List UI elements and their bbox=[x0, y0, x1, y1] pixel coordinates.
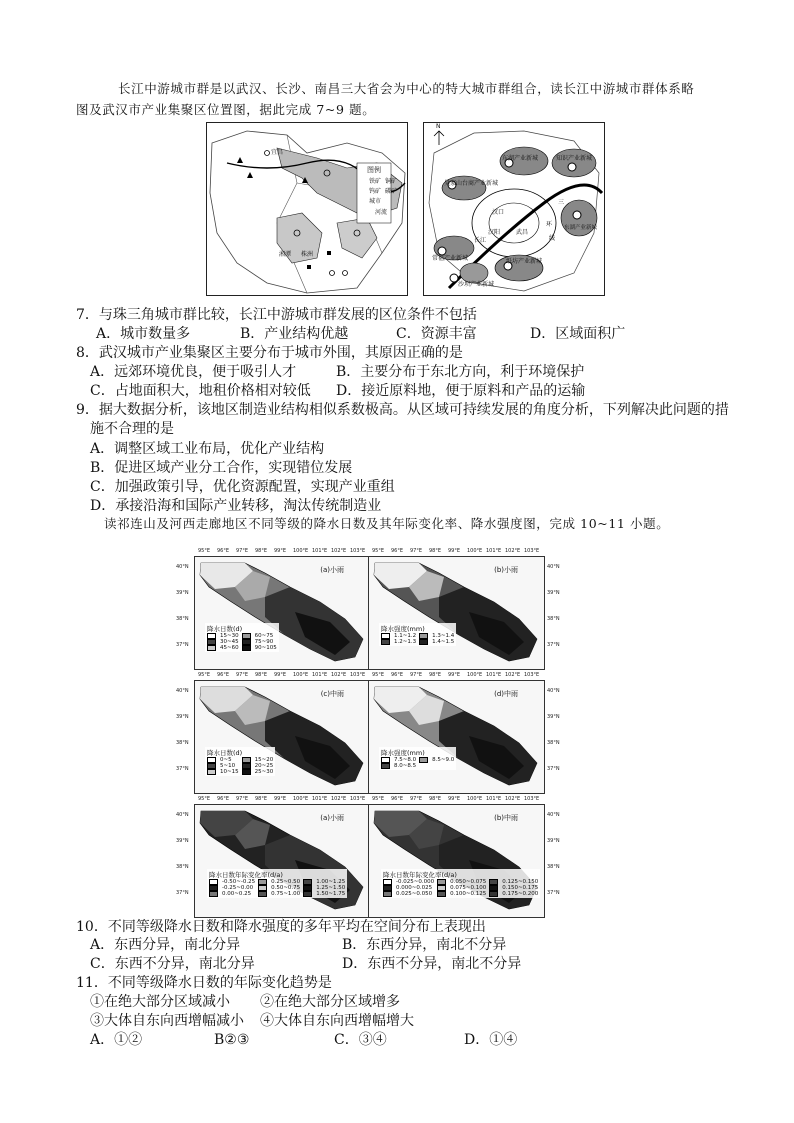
axis-lon-label: 98°E bbox=[429, 796, 442, 802]
map1-legend-phosphate: 磷矿 bbox=[385, 188, 398, 195]
axis-lon-label: 103°E bbox=[524, 796, 540, 802]
precip-panel-2 bbox=[368, 556, 545, 670]
q11-item-1: ①在绝大部分区域减小 bbox=[90, 994, 230, 1010]
precip-panel-6 bbox=[368, 804, 545, 918]
legend-label: 0.75~1.00 bbox=[271, 891, 301, 897]
legend-label: 45~60 bbox=[220, 645, 239, 651]
axis-lat-label: 40°N bbox=[547, 812, 560, 818]
axis-lon-label: 102°E bbox=[505, 548, 521, 554]
legend-label: 0.125~0.150 bbox=[502, 879, 539, 885]
axis-lat-label: 38°N bbox=[547, 740, 560, 746]
q11-options bbox=[90, 1031, 740, 1050]
q8-options-row1 bbox=[90, 363, 750, 382]
legend-title: 降水日数年际变化率(d/a) bbox=[209, 871, 283, 879]
legend-title: 降水强度(mm) bbox=[381, 749, 425, 757]
axis-lat-label: 39°N bbox=[547, 838, 560, 844]
axis-lon-label: 103°E bbox=[524, 672, 540, 678]
precip-panel-legend bbox=[205, 747, 275, 776]
legend-swatch bbox=[303, 891, 312, 897]
axis-lon-label: 100°E bbox=[467, 672, 483, 678]
map2-label-shaba: 沙坝产业新城 bbox=[458, 281, 495, 288]
legend-swatch bbox=[489, 891, 498, 897]
legend-label: 0.025~0.050 bbox=[396, 891, 433, 897]
axis-lon-label: 102°E bbox=[331, 672, 347, 678]
legend-label: 0.25~0.50 bbox=[271, 879, 301, 885]
legend-label: 1.1~1.2 bbox=[394, 633, 417, 639]
precip-panel-title: (a)小雨 bbox=[320, 566, 344, 574]
precip-panel-title: (d)中雨 bbox=[494, 690, 518, 698]
q7-option-c[interactable]: C．资源丰富 bbox=[396, 326, 477, 342]
q11-stem: 11．不同等级降水日数的年际变化趋势是 bbox=[76, 975, 332, 991]
legend-item bbox=[381, 763, 416, 769]
q7-option-d[interactable]: D．区域面积广 bbox=[530, 326, 626, 342]
axis-lon-label: 101°E bbox=[312, 672, 328, 678]
legend-label: 0.000~0.025 bbox=[396, 885, 433, 891]
legend-label: 1.3~1.4 bbox=[432, 633, 455, 639]
axis-lon-label: 99°E bbox=[448, 796, 461, 802]
q10-options-row1 bbox=[90, 936, 740, 955]
axis-lat-label: 39°N bbox=[176, 590, 189, 596]
legend-label: 8.5~9.0 bbox=[432, 757, 455, 763]
intro-7-9-line2: 图及武汉市产业集聚区位置图，据此完成 7~9 题。 bbox=[76, 102, 376, 117]
legend-label: 75~90 bbox=[254, 639, 274, 645]
legend-item bbox=[489, 891, 538, 897]
map1-legend-river: 河流 bbox=[375, 209, 388, 216]
axis-lon-label: 99°E bbox=[274, 796, 287, 802]
map2-label-zhifang: 纸坊产业新城 bbox=[506, 258, 543, 265]
legend-swatch bbox=[381, 639, 390, 645]
q11-item-2: ②在绝大部分区域增多 bbox=[260, 994, 400, 1010]
map2-compass: N bbox=[436, 123, 441, 130]
axis-lon-label: 102°E bbox=[505, 672, 521, 678]
q7-options bbox=[96, 325, 746, 344]
axis-lat-label: 38°N bbox=[176, 616, 189, 622]
precip-panel-1 bbox=[194, 556, 371, 670]
map2-label-hankou: 汉口 bbox=[492, 209, 505, 216]
legend-item bbox=[437, 891, 486, 897]
axis-lon-label: 97°E bbox=[410, 548, 423, 554]
legend-title: 降水日数(d) bbox=[207, 625, 243, 633]
axis-lat-label: 37°N bbox=[547, 890, 560, 896]
legend-label: 1.4~1.5 bbox=[432, 639, 455, 645]
legend-item bbox=[242, 769, 274, 775]
legend-item bbox=[207, 769, 239, 775]
q11-option-b[interactable]: B②③ bbox=[214, 1032, 250, 1048]
q9-option-b[interactable]: B．促进区域产业分工合作，实现错位发展 bbox=[90, 460, 353, 476]
axis-lon-label: 100°E bbox=[467, 548, 483, 554]
precip-panel-title: (b)小雨 bbox=[494, 566, 518, 574]
q9-option-d[interactable]: D．承接沿海和国际产业转移，淘汰传统制造业 bbox=[90, 498, 382, 514]
precip-panel-legend bbox=[379, 623, 456, 646]
map1-label-zhuzhou: 株洲 bbox=[301, 251, 314, 258]
q11-item-3: ③大体自东向西增幅减小 bbox=[90, 1013, 244, 1029]
axis-lat-label: 40°N bbox=[547, 688, 560, 694]
axis-lat-label: 38°N bbox=[547, 616, 560, 622]
axis-lon-label: 96°E bbox=[217, 796, 230, 802]
q9-option-c[interactable]: C．加强政策引导，优化资源配置，实现产业重组 bbox=[90, 479, 395, 495]
axis-lat-label: 37°N bbox=[547, 642, 560, 648]
q8-option-c[interactable]: C．占地面积大，地租价格相对较低 bbox=[90, 383, 311, 399]
precip-panel-5 bbox=[194, 804, 371, 918]
q11-option-c[interactable]: C．③④ bbox=[334, 1032, 387, 1048]
map2-label-changfu: 常福产业新城 bbox=[432, 255, 469, 262]
legend-label: 15~20 bbox=[254, 757, 274, 763]
axis-lon-label: 99°E bbox=[274, 672, 287, 678]
legend-swatch bbox=[207, 769, 216, 775]
map1-label-yichang: 宜昌 bbox=[271, 149, 284, 156]
axis-lon-label: 96°E bbox=[391, 548, 404, 554]
axis-lon-label: 103°E bbox=[350, 548, 366, 554]
wuhan-industry-map bbox=[423, 122, 605, 296]
q11-items-row1 bbox=[90, 993, 740, 1012]
axis-lon-label: 102°E bbox=[331, 796, 347, 802]
legend-label: 20~25 bbox=[254, 763, 274, 769]
map1-legend-copper: 铜矿 bbox=[385, 178, 398, 185]
map2-label-hanyang: 汉阳 bbox=[488, 229, 501, 236]
axis-lon-label: 96°E bbox=[391, 672, 404, 678]
q8-option-a[interactable]: A．远郊环境优良，便于吸引人才 bbox=[90, 364, 297, 380]
legend-swatch bbox=[258, 891, 267, 897]
q11-option-d[interactable]: D．①④ bbox=[464, 1032, 518, 1048]
axis-lon-label: 100°E bbox=[293, 672, 309, 678]
legend-label: 0.00~0.25 bbox=[222, 891, 252, 897]
axis-lon-label: 97°E bbox=[236, 796, 249, 802]
axis-lon-label: 97°E bbox=[236, 672, 249, 678]
axis-lat-label: 40°N bbox=[176, 812, 189, 818]
axis-lon-label: 103°E bbox=[350, 672, 366, 678]
legend-item bbox=[383, 891, 434, 897]
legend-swatch bbox=[209, 891, 218, 897]
wuhan-industry-map-drawing bbox=[424, 123, 604, 295]
precip-panel-legend bbox=[207, 869, 347, 898]
axis-lon-label: 100°E bbox=[293, 796, 309, 802]
q10-option-a[interactable]: A．东西分异，南北分异 bbox=[90, 937, 241, 953]
legend-label: 90~105 bbox=[254, 645, 277, 651]
q10-options-row2 bbox=[90, 955, 740, 974]
q9-stem-line2: 施不合理的是 bbox=[90, 421, 174, 437]
legend-label: 0.50~0.75 bbox=[271, 885, 301, 891]
axis-lon-label: 102°E bbox=[505, 796, 521, 802]
axis-lon-label: 101°E bbox=[312, 548, 328, 554]
axis-lon-label: 98°E bbox=[255, 796, 268, 802]
map1-legend-title: 图例 bbox=[367, 166, 381, 174]
axis-lat-label: 37°N bbox=[176, 642, 189, 648]
legend-item bbox=[303, 891, 345, 897]
map1-legend-iron: 铁矿 bbox=[369, 178, 382, 185]
legend-label: -0.025~0.000 bbox=[396, 879, 435, 885]
axis-lon-label: 98°E bbox=[255, 672, 268, 678]
axis-lat-label: 38°N bbox=[176, 864, 189, 870]
legend-label: 0.175~0.200 bbox=[502, 891, 539, 897]
intro-10-11: 读祁连山及河西走廊地区不同等级的降水日数及其年际变化率、降水强度图，完成 10~11 小题。 bbox=[104, 516, 670, 531]
intro-line-1: 长江中游城市群是以武汉、长沙、南昌三大省会为中心的特大城市群组合，读长江中游城市群体系略 bbox=[118, 81, 695, 96]
legend-item bbox=[381, 639, 416, 645]
axis-lon-label: 102°E bbox=[331, 548, 347, 554]
legend-label: -0.25~0.00 bbox=[222, 885, 254, 891]
axis-lon-label: 95°E bbox=[198, 672, 211, 678]
legend-item bbox=[419, 757, 454, 763]
axis-lat-label: 39°N bbox=[547, 590, 560, 596]
precip-panel-legend bbox=[379, 747, 456, 770]
axis-lon-label: 95°E bbox=[372, 672, 385, 678]
q8-option-d[interactable]: D．接近原料地，便于原料和产品的运输 bbox=[336, 383, 586, 399]
axis-lon-label: 95°E bbox=[372, 796, 385, 802]
axis-lon-label: 97°E bbox=[410, 796, 423, 802]
axis-lat-label: 37°N bbox=[176, 890, 189, 896]
axis-lon-label: 97°E bbox=[410, 672, 423, 678]
q7-stem: 7．与珠三角城市群比较，长江中游城市群发展的区位条件不包括 bbox=[76, 307, 477, 323]
legend-swatch bbox=[381, 763, 390, 769]
axis-lon-label: 103°E bbox=[350, 796, 366, 802]
legend-item bbox=[258, 891, 300, 897]
axis-lon-label: 98°E bbox=[429, 548, 442, 554]
axis-lon-label: 99°E bbox=[448, 672, 461, 678]
axis-lat-label: 37°N bbox=[547, 766, 560, 772]
axis-lon-label: 101°E bbox=[486, 796, 502, 802]
legend-label: -0.50~-0.25 bbox=[222, 879, 256, 885]
legend-title: 降水日数年际变化率(d/a) bbox=[383, 871, 457, 879]
q10-option-d[interactable]: D．东西不分异，南北不分异 bbox=[342, 956, 522, 972]
map2-label-wujiashan: 吴家山台商产业新城 bbox=[444, 180, 499, 187]
legend-swatch bbox=[207, 645, 216, 651]
legend-swatch bbox=[242, 769, 251, 775]
axis-lon-label: 95°E bbox=[198, 548, 211, 554]
legend-label: 25~30 bbox=[254, 769, 274, 775]
q7-option-b[interactable]: B．产业结构优越 bbox=[240, 326, 349, 342]
city-group-map bbox=[206, 122, 408, 296]
axis-lat-label: 40°N bbox=[176, 564, 189, 570]
legend-label: 60~75 bbox=[254, 633, 274, 639]
legend-label: 7.5~8.0 bbox=[394, 757, 417, 763]
legend-swatch bbox=[419, 639, 428, 645]
precip-panel-legend bbox=[205, 623, 279, 652]
map2-label-donghu2: 东湖产业新城 bbox=[564, 225, 598, 231]
q7-option-a[interactable]: A．城市数量多 bbox=[96, 326, 191, 342]
axis-lon-label: 100°E bbox=[293, 548, 309, 554]
axis-lon-label: 98°E bbox=[255, 548, 268, 554]
axis-lon-label: 99°E bbox=[274, 548, 287, 554]
axis-lat-label: 40°N bbox=[547, 564, 560, 570]
map2-label-san: 三 bbox=[558, 199, 565, 206]
legend-label: 0.075~0.100 bbox=[450, 885, 487, 891]
map2-label-xian: 线 bbox=[549, 235, 556, 242]
legend-label: 0.050~0.075 bbox=[450, 879, 487, 885]
map2-label-changjiang: 长江 bbox=[474, 237, 487, 244]
legend-swatch bbox=[419, 757, 428, 763]
axis-lat-label: 38°N bbox=[547, 864, 560, 870]
legend-label: 30~45 bbox=[220, 639, 239, 645]
legend-item bbox=[209, 891, 255, 897]
legend-item bbox=[207, 645, 239, 651]
precip-panel-4 bbox=[368, 680, 545, 794]
legend-label: 8.0~8.5 bbox=[394, 763, 417, 769]
q8-options-row2 bbox=[90, 382, 750, 401]
legend-item bbox=[242, 645, 277, 651]
map2-label-zhishi: 知识产业新城 bbox=[556, 155, 593, 162]
axis-lat-label: 40°N bbox=[176, 688, 189, 694]
map2-label-wuchang: 武昌 bbox=[516, 229, 529, 236]
precip-panel-title: (a)小雨 bbox=[320, 814, 344, 822]
legend-label: 0.100~0.125 bbox=[450, 891, 487, 897]
legend-label: 15~30 bbox=[220, 633, 239, 639]
precip-panel-3 bbox=[194, 680, 371, 794]
legend-swatch bbox=[242, 645, 251, 651]
axis-lat-label: 37°N bbox=[176, 766, 189, 772]
axis-lon-label: 96°E bbox=[217, 548, 230, 554]
legend-swatch bbox=[437, 891, 446, 897]
map2-label-huan: 环 bbox=[546, 221, 553, 228]
legend-label: 1.50~1.75 bbox=[316, 891, 346, 897]
axis-lon-label: 95°E bbox=[198, 796, 211, 802]
axis-lat-label: 39°N bbox=[176, 714, 189, 720]
axis-lat-label: 38°N bbox=[176, 740, 189, 746]
axis-lon-label: 100°E bbox=[467, 796, 483, 802]
precip-panel-legend bbox=[381, 869, 540, 898]
axis-lon-label: 101°E bbox=[312, 796, 328, 802]
map2-label-donghu: 东湖产业新城 bbox=[502, 155, 539, 162]
axis-lon-label: 101°E bbox=[486, 548, 502, 554]
legend-label: 0~5 bbox=[220, 757, 232, 763]
legend-title: 降水强度(mm) bbox=[381, 625, 425, 633]
precip-panel-title: (c)中雨 bbox=[320, 690, 344, 698]
q10-option-c[interactable]: C．东西不分异，南北分异 bbox=[90, 956, 255, 972]
q10-stem: 10．不同等级降水日数和降水强度的多年平均在空间分布上表现出 bbox=[76, 919, 486, 935]
axis-lon-label: 96°E bbox=[391, 796, 404, 802]
legend-label: 5~10 bbox=[220, 763, 236, 769]
axis-lon-label: 98°E bbox=[429, 672, 442, 678]
legend-title: 降水日数(d) bbox=[207, 749, 243, 757]
q11-item-4: ④大体自东向西增幅增大 bbox=[260, 1013, 414, 1029]
axis-lon-label: 101°E bbox=[486, 672, 502, 678]
legend-label: 10~15 bbox=[220, 769, 239, 775]
axis-lon-label: 103°E bbox=[524, 548, 540, 554]
axis-lon-label: 95°E bbox=[372, 548, 385, 554]
q9-option-a[interactable]: A．调整区域工业布局，优化产业结构 bbox=[90, 441, 325, 457]
intro-7-9 bbox=[118, 78, 758, 100]
axis-lon-label: 96°E bbox=[217, 672, 230, 678]
legend-label: 1.2~1.3 bbox=[394, 639, 417, 645]
q9-stem-line1: 9．据大数据分析，该地区制造业结构相似系数极高。从区域可持续发展的角度分析，下列解决此问题的措 bbox=[76, 402, 729, 418]
q10-option-b[interactable]: B．东西分异，南北不分异 bbox=[342, 937, 507, 953]
map1-legend-city: 城市 bbox=[369, 198, 382, 205]
q8-stem: 8．武汉城市产业集聚区主要分布于城市外围，其原因正确的是 bbox=[76, 345, 463, 361]
map1-legend-tungsten: 钨矿 bbox=[369, 188, 382, 195]
legend-label: 1.25~1.50 bbox=[316, 885, 346, 891]
q11-option-a[interactable]: A．①② bbox=[90, 1032, 143, 1048]
precip-panel-title: (b)中雨 bbox=[494, 814, 518, 822]
legend-label: 1.00~1.25 bbox=[316, 879, 346, 885]
map1-label-xiangtan: 湘潭 bbox=[279, 251, 292, 258]
legend-swatch bbox=[383, 891, 392, 897]
axis-lat-label: 39°N bbox=[176, 838, 189, 844]
q11-items-row2 bbox=[90, 1012, 740, 1031]
legend-label: 0.150~0.175 bbox=[502, 885, 539, 891]
axis-lat-label: 39°N bbox=[547, 714, 560, 720]
legend-item bbox=[419, 639, 454, 645]
axis-lon-label: 99°E bbox=[448, 548, 461, 554]
axis-lon-label: 97°E bbox=[236, 548, 249, 554]
q8-option-b[interactable]: B．主要分布于东北方向，利于环境保护 bbox=[336, 364, 585, 380]
